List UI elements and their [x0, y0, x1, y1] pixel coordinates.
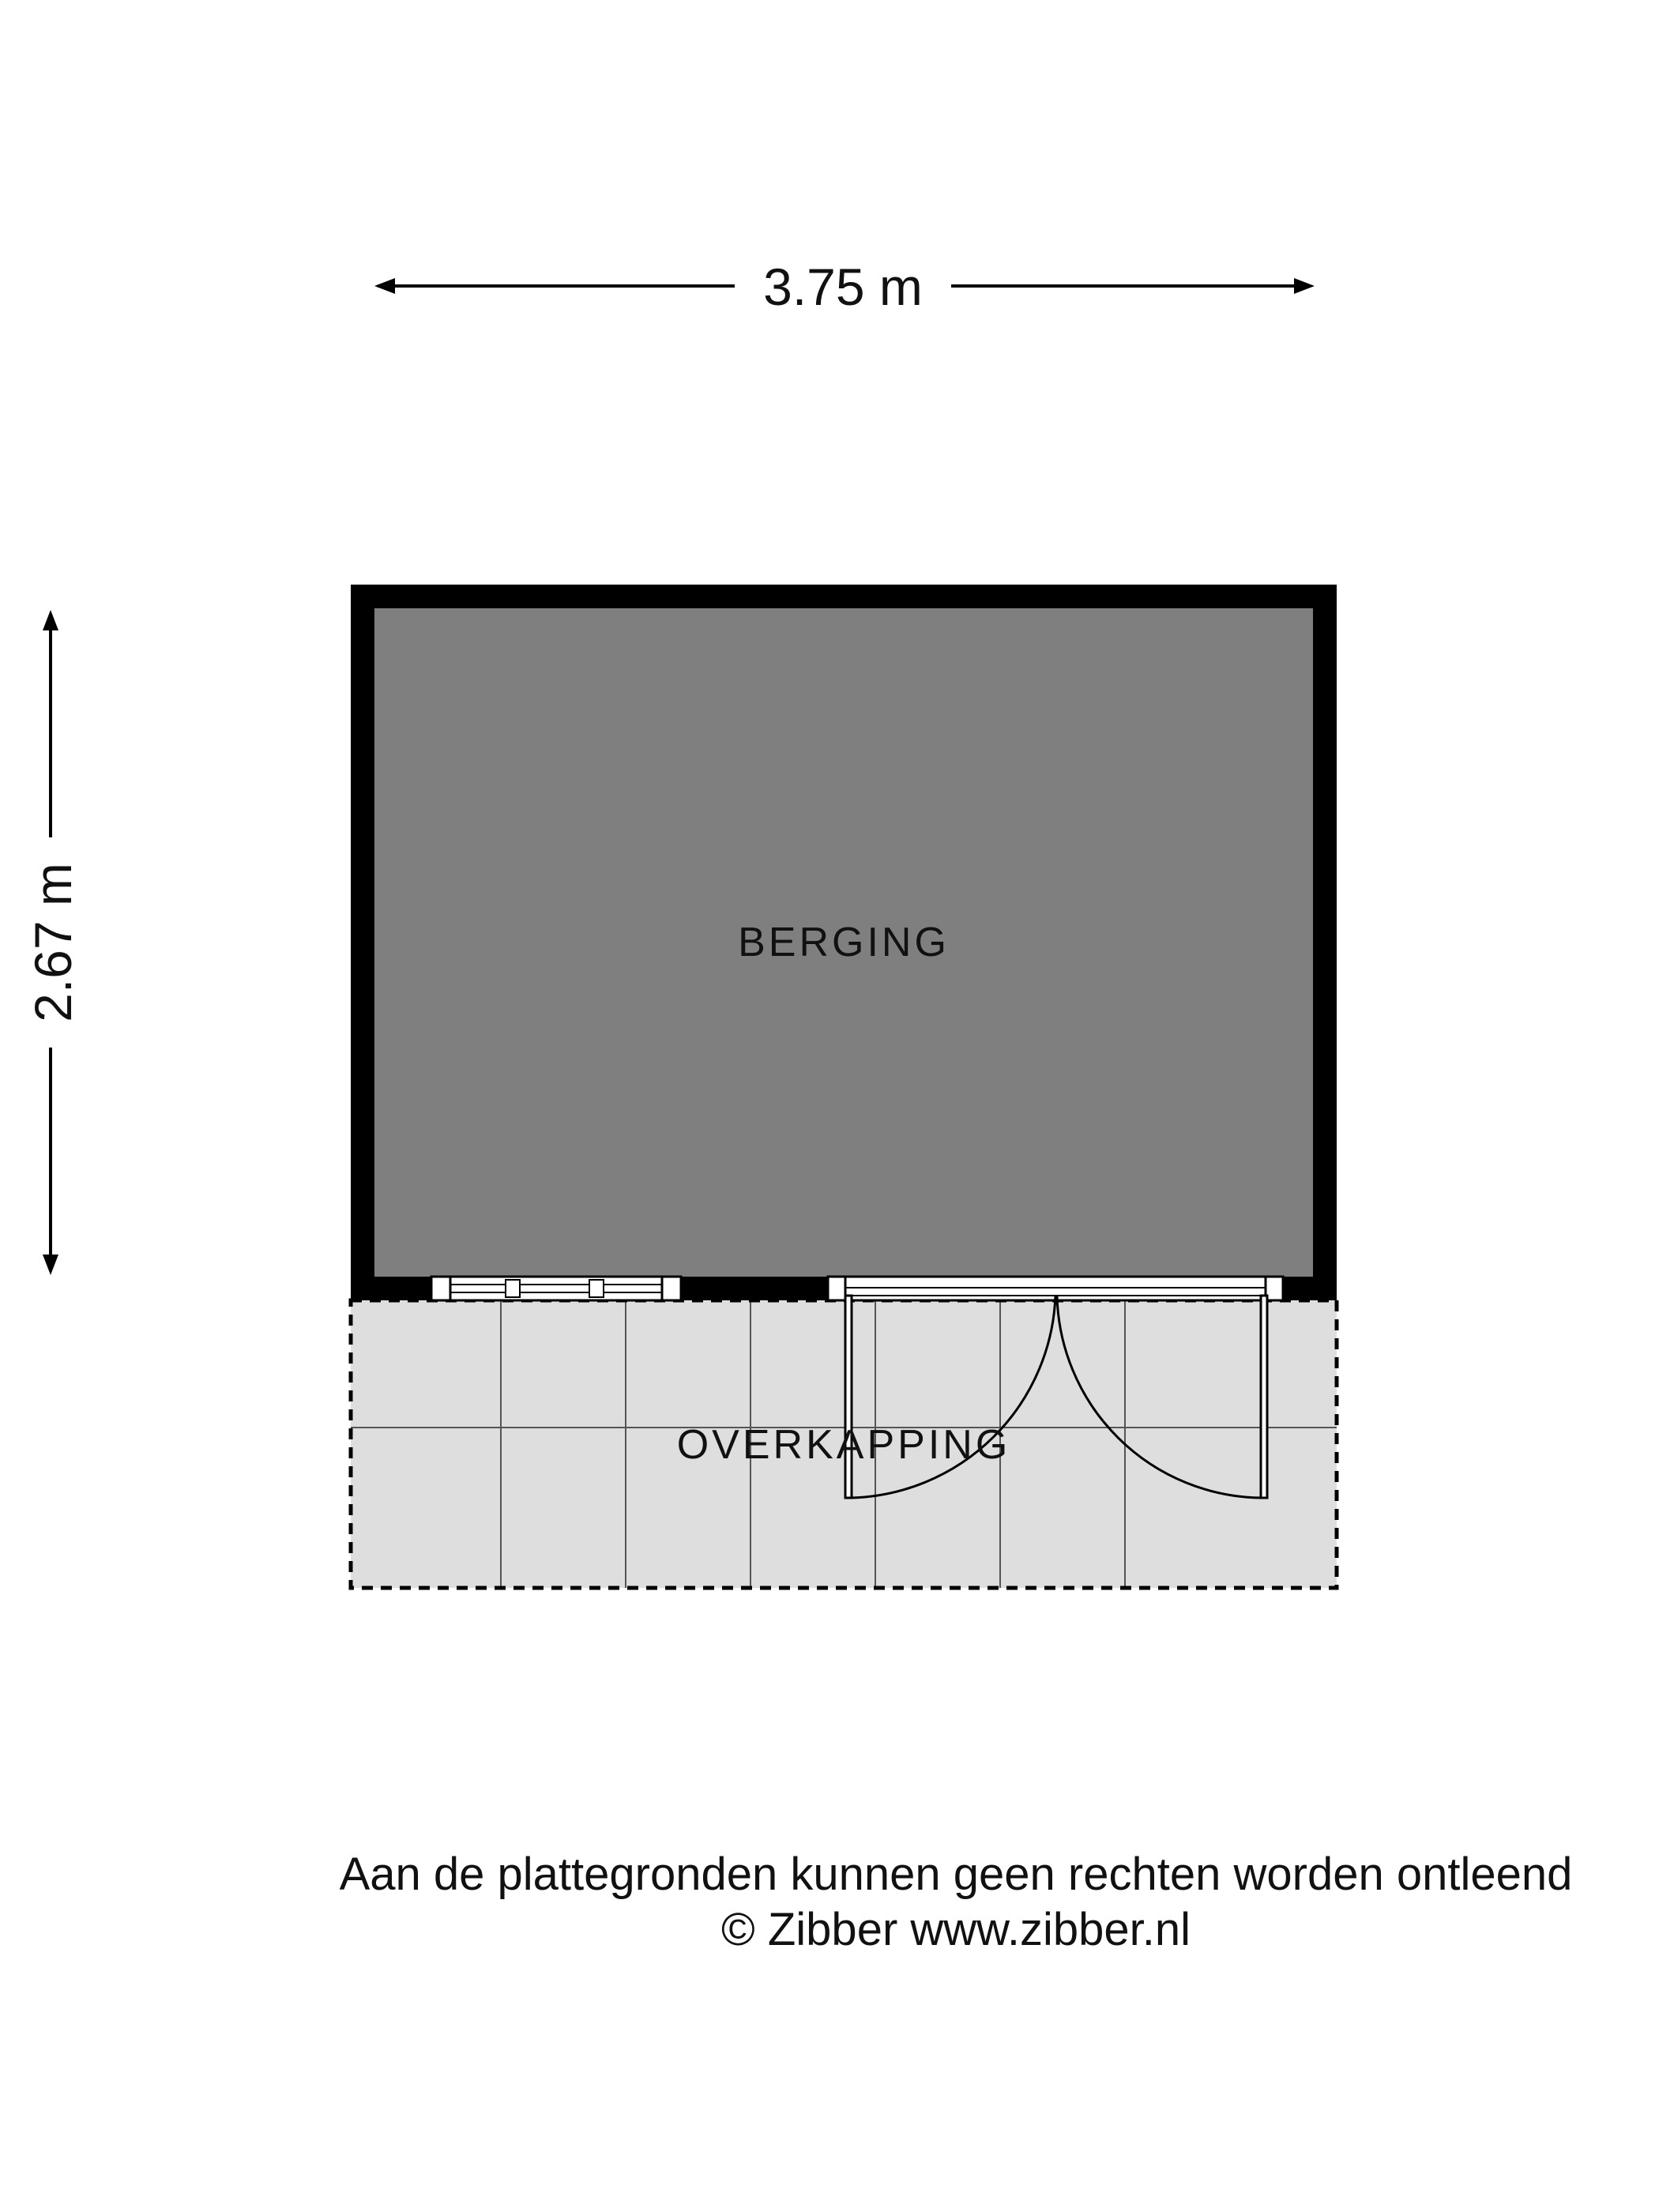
arrow-right-icon — [1294, 278, 1315, 294]
copyright-text: © Zibber www.zibber.nl — [721, 1904, 1191, 1955]
disclaimer-text: Aan de plattegronden kunnen geen rechten worden ontleend — [339, 1849, 1573, 1900]
width-label: 3.75 m — [763, 258, 923, 316]
room-label-berging: BERGING — [738, 920, 950, 965]
room-label-overkapping: OVERKAPPING — [676, 1422, 1011, 1468]
arrow-down-icon — [43, 1255, 58, 1275]
window — [431, 1277, 681, 1300]
height-label: 2.67 m — [24, 863, 82, 1022]
height-dimension — [24, 610, 82, 1275]
arrow-up-icon — [43, 610, 58, 630]
width-dimension — [374, 258, 1315, 316]
